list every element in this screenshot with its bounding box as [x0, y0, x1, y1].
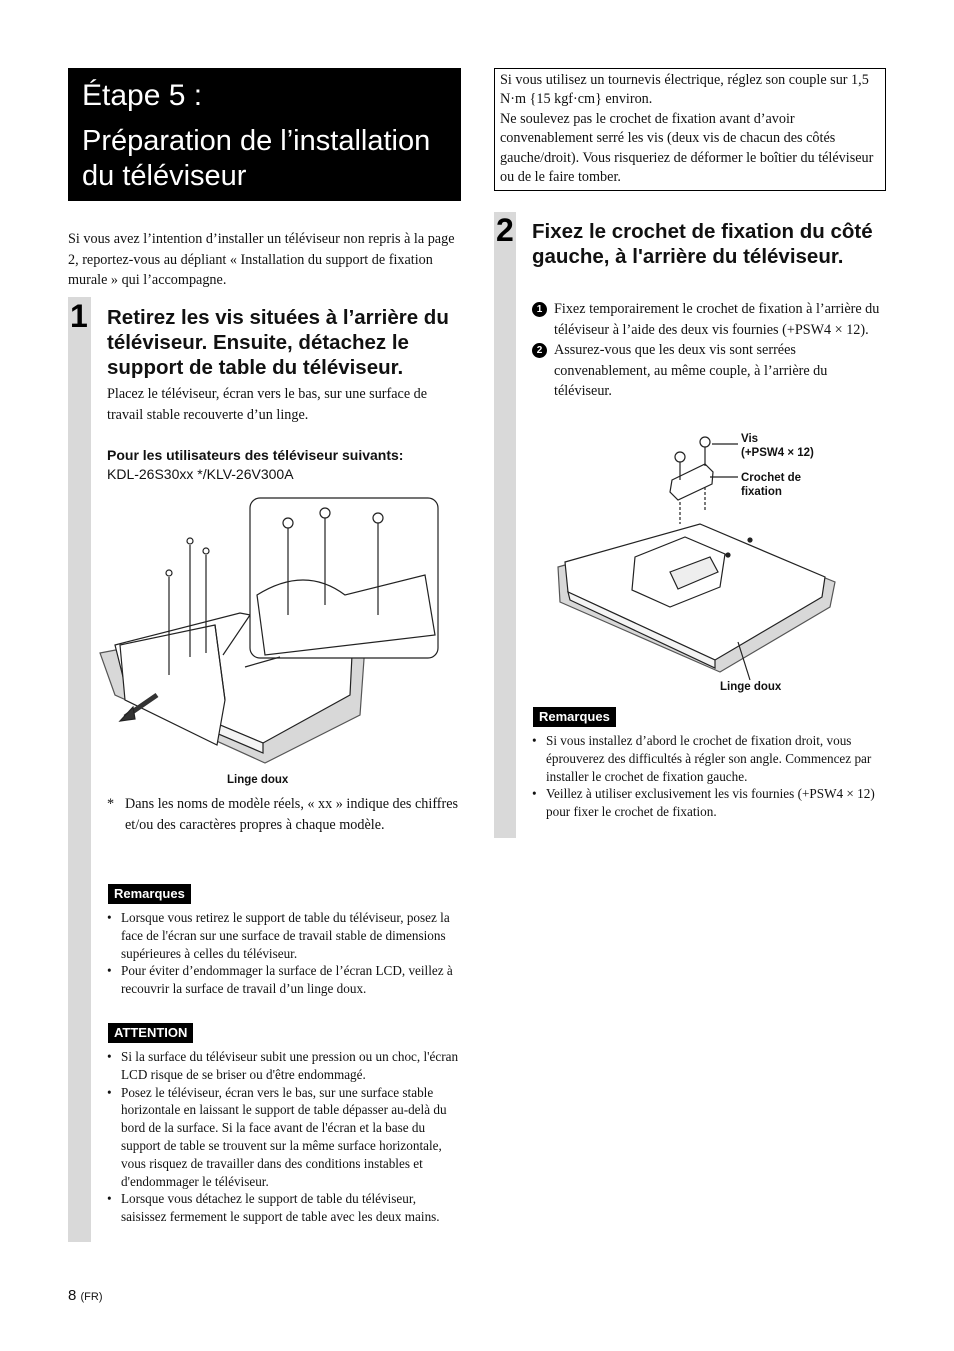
list-item: • Si vous installez d’abord le crochet de fixation droit, vous éprouverez des difficultés à régler son angle. Commencez par installer le crochet de fixation gauche. — [532, 732, 884, 785]
step2-title: Fixez le crochet de fixation du côté gauche, à l'arrière du téléviseur. — [532, 220, 873, 268]
step1-number: 1 — [70, 298, 88, 334]
substep-2-text: Assurez-vous que les deux vis sont serrées convenablement, au même couple, à l’arrière du téléviseur. — [554, 342, 828, 399]
page-number — [68, 1287, 103, 1304]
step2-substeps — [532, 299, 884, 402]
page-lang: (FR) — [80, 1291, 103, 1303]
circled-2-icon: 2 — [532, 343, 547, 358]
step1-bar — [68, 297, 91, 1242]
label-crochet-line1: Crochet de — [741, 472, 802, 484]
page-number-value: 8 — [68, 1287, 77, 1304]
substep-1-text: Fixez temporairement le crochet de fixation à l’arrière du téléviseur à l’aide des deux vis fournies (+PSW4 × 12). — [554, 301, 880, 338]
list-item: • Si la surface du téléviseur subit une pression ou un choc, l'écran LCD risque de se briser ou d'être endommagé. — [107, 1048, 460, 1084]
step2-remarks-list — [532, 732, 884, 821]
label-linge-doux: Linge doux — [720, 681, 782, 693]
list-item: • Posez le téléviseur, écran vers le bas, sur une surface stable horizontale en laissant le support de table dépasser au-delà du bord de la surface. Si la face avant de l'écran et la base du support de table se trouvent sur la même surface horizontale, vous risquez de travailler dans des conditions instables et d'endommager le téléviseur. — [107, 1084, 460, 1191]
label-vis — [741, 432, 814, 460]
list-item: • Lorsque vous retirez le support de table du téléviseur, posez la face de l'écran sur une surface de travail stable de dimensions supérieures à celles du téléviseur. — [107, 909, 460, 962]
label-vis-text: Vis — [741, 433, 759, 445]
step2-remarks-tag: Remarques — [533, 707, 616, 727]
step1-remarks-list — [107, 909, 460, 998]
substep-2 — [532, 340, 884, 402]
torque-note-box — [494, 68, 886, 191]
step2-bar — [494, 212, 516, 838]
label-crochet-line2: fixation — [741, 486, 782, 498]
step1-remarks-tag: Remarques — [108, 884, 191, 904]
label-psw-text: (+PSW4 × 12) — [741, 447, 814, 459]
substep-1 — [532, 299, 884, 340]
label-crochet — [741, 471, 801, 499]
list-item: • Veillez à utiliser exclusivement les vis fournies (+PSW4 × 12) pour fixer le crochet de fixation. — [532, 785, 884, 821]
note-p2: Ne soulevez pas le crochet de fixation avant d’avoir convenablement serré les vis (deux vis de chacun des côtés gauche/droit). Vous risqueriez de déformer le boîtier du téléviseur ou de le faire tomber. — [500, 110, 874, 186]
page-title — [68, 68, 461, 201]
step1-figure — [95, 495, 445, 770]
step2-number: 2 — [496, 212, 514, 248]
step1-title: Retirez les vis situées à l’arrière du téléviseur. Ensuite, détachez le support de table du téléviseur. — [107, 306, 449, 379]
footnote-text: Dans les noms de modèle réels, « xx » indique des chiffres et/ou des caractères propres à chaque modèle. — [125, 796, 459, 833]
circled-1-icon: 1 — [532, 302, 547, 317]
models-list: KDL-26S30xx */KLV-26V300A — [107, 466, 294, 482]
footnote — [107, 794, 459, 835]
footnote-mark: * — [107, 796, 115, 812]
attention-list — [107, 1048, 460, 1226]
step1-figure-label: Linge doux — [227, 774, 289, 786]
step2-figure — [550, 432, 840, 682]
title-line1: Étape 5 : — [82, 79, 203, 112]
note-p1: Si vous utilisez un tournevis électrique, réglez son couple sur 1,5 N·m {15 kgf·cm} environ. — [500, 72, 869, 108]
step1-body: Placez le téléviseur, écran vers le bas, sur une surface de travail stable recouverte d’un linge. — [107, 386, 428, 423]
attention-tag: ATTENTION — [108, 1023, 193, 1043]
intro-paragraph: Si vous avez l’intention d’installer un téléviseur non repris à la page 2, reportez-vous au dépliant « Installation du support de fixation murale » qui l’accompagne. — [68, 231, 455, 288]
title-line2: Préparation de l’installation du téléviseur — [82, 125, 431, 192]
list-item: • Lorsque vous détachez le support de table du téléviseur, saisissez fermement le support de table avec les deux mains. — [107, 1190, 460, 1226]
list-item: • Pour éviter d’endommager la surface de l’écran LCD, veillez à recouvrir la surface de travail d’un linge doux. — [107, 962, 460, 998]
models-heading: Pour les utilisateurs des téléviseur suivants: — [107, 447, 404, 463]
